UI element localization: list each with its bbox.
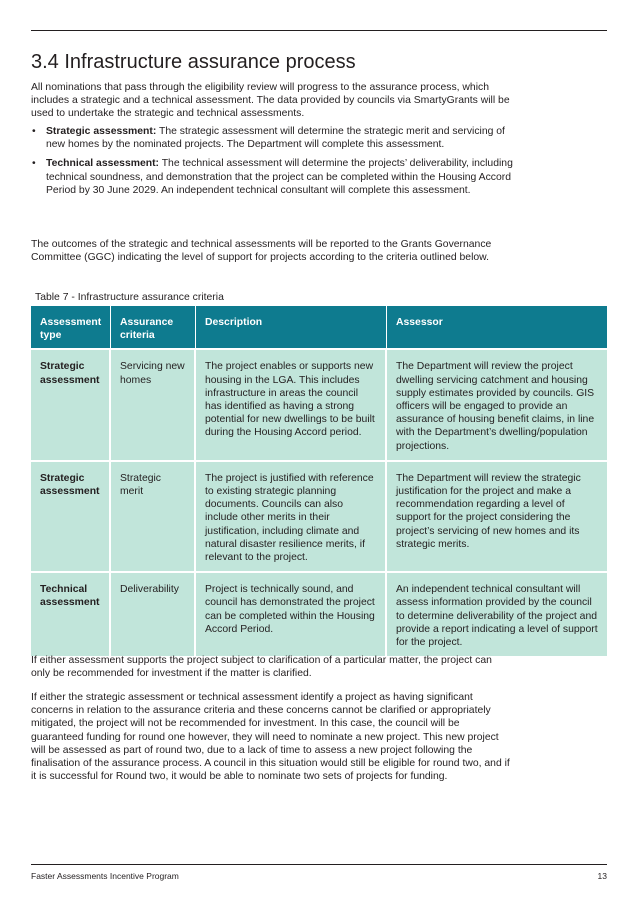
header-description: Description (196, 306, 387, 348)
cell-description: The project is justified with reference to existing strategic planning documents. Councils can also include other merits in their justification, including climate and natural disaster resilience merits, if relevant to the project. (196, 460, 387, 571)
table-row (31, 571, 607, 656)
bullet-strategic (31, 125, 513, 151)
intro-paragraph: All nominations that pass through the eligibility review will progress to the assurance process, which includes a strategic and a technical assessment. The data provided by councils via SmartyGrants will be used to undertake the strategic and technical assessments. (31, 82, 510, 120)
cell-description: Project is technically sound, and council has demonstrated the project can be completed within the Housing Accord Period. (196, 571, 387, 656)
bullet-dot-icon: • (32, 126, 36, 137)
header-assurance-criteria: Assurance criteria (111, 306, 196, 348)
cell-assurance-criteria: Servicing new homes (111, 348, 196, 459)
outcomes-paragraph: The outcomes of the strategic and technical assessments will be reported to the Grants Governance Committee (GGC) indicating the level of support for projects according to the criteria outlined below. (31, 239, 492, 264)
table-row (31, 460, 607, 571)
bullet-text: The strategic assessment will determine the strategic merit and servicing of new homes by the nominated projects. The Department will complete this assessment. (46, 126, 505, 151)
cell-assessor: The Department will review the strategic justification for the project and make a recommendation regarding a level of support for the project considering the project’s servicing of new homes and its strategic merits. (387, 460, 607, 571)
cell-assessment-type: Strategic assessment (31, 460, 111, 571)
header-assessment-type: Assessment type (31, 306, 111, 348)
footer-program-name: Faster Assessments Incentive Program (31, 871, 179, 881)
cell-assessor: The Department will review the project dwelling servicing catchment and housing supply estimates provided by councils. GIS officers will be engaged to provide an assurance of housing benefit claims, in line with the Department’s dwelling/population projections. (387, 348, 607, 459)
cell-assessor: An independent technical consultant will assess information provided by the council to determine deliverability of the project and provide a report indicating a level of support for the project. (387, 571, 607, 656)
table-header-row (31, 306, 607, 348)
header-assessor: Assessor (387, 306, 607, 348)
bullet-text: The technical assessment will determine the projects’ deliverability, including technical soundness, and demonstration that the project can be completed within the Housing Accord Period by 30 June 2029. An independent technical consultant will complete this assessment. (46, 158, 513, 196)
page-number: 13 (597, 871, 607, 881)
bullet-dot-icon: • (32, 158, 36, 170)
bullet-term: Strategic assessment: (46, 126, 157, 137)
table-caption: Table 7 - Infrastructure assurance criteria (35, 292, 224, 303)
footer-rule (31, 864, 607, 865)
clarification-paragraph: If either assessment supports the project subject to clarification of a particular matter, the project can only be recommended for investment if the matter is clarified. (31, 655, 492, 680)
concerns-paragraph: If either the strategic assessment or technical assessment identify a project as having significant concerns in relation to the assurance criteria and these concerns cannot be clarified or appropriately mitigated, the project will not be recommended for investment. In this case, the council will be guaranteed funding for round one however, they will need to nominate a new project. This new project will be assessed as part of round two, due to a lack of time to assess a new project following the finalisation of the assurance process. A council in this situation would still be eligible for round two, and if it is successful for Round two, it would be able to nominate two sets of projects for funding. (31, 692, 510, 783)
cell-description: The project enables or supports new housing in the LGA. This includes infrastructure in areas the council has identified as having a strong potential for new dwellings to be built during the Housing Accord period. (196, 348, 387, 459)
section-heading: 3.4 Infrastructure assurance process (31, 51, 356, 73)
bullet-term: Technical assessment: (46, 158, 160, 170)
assessment-bullet-list (31, 125, 513, 203)
table-row (31, 348, 607, 459)
bullet-technical (31, 157, 513, 197)
top-rule (31, 30, 607, 31)
cell-assessment-type: Strategic assessment (31, 348, 111, 459)
cell-assurance-criteria: Strategic merit (111, 460, 196, 571)
cell-assurance-criteria: Deliverability (111, 571, 196, 656)
cell-assessment-type: Technical assessment (31, 571, 111, 656)
assurance-criteria-table (31, 306, 607, 656)
